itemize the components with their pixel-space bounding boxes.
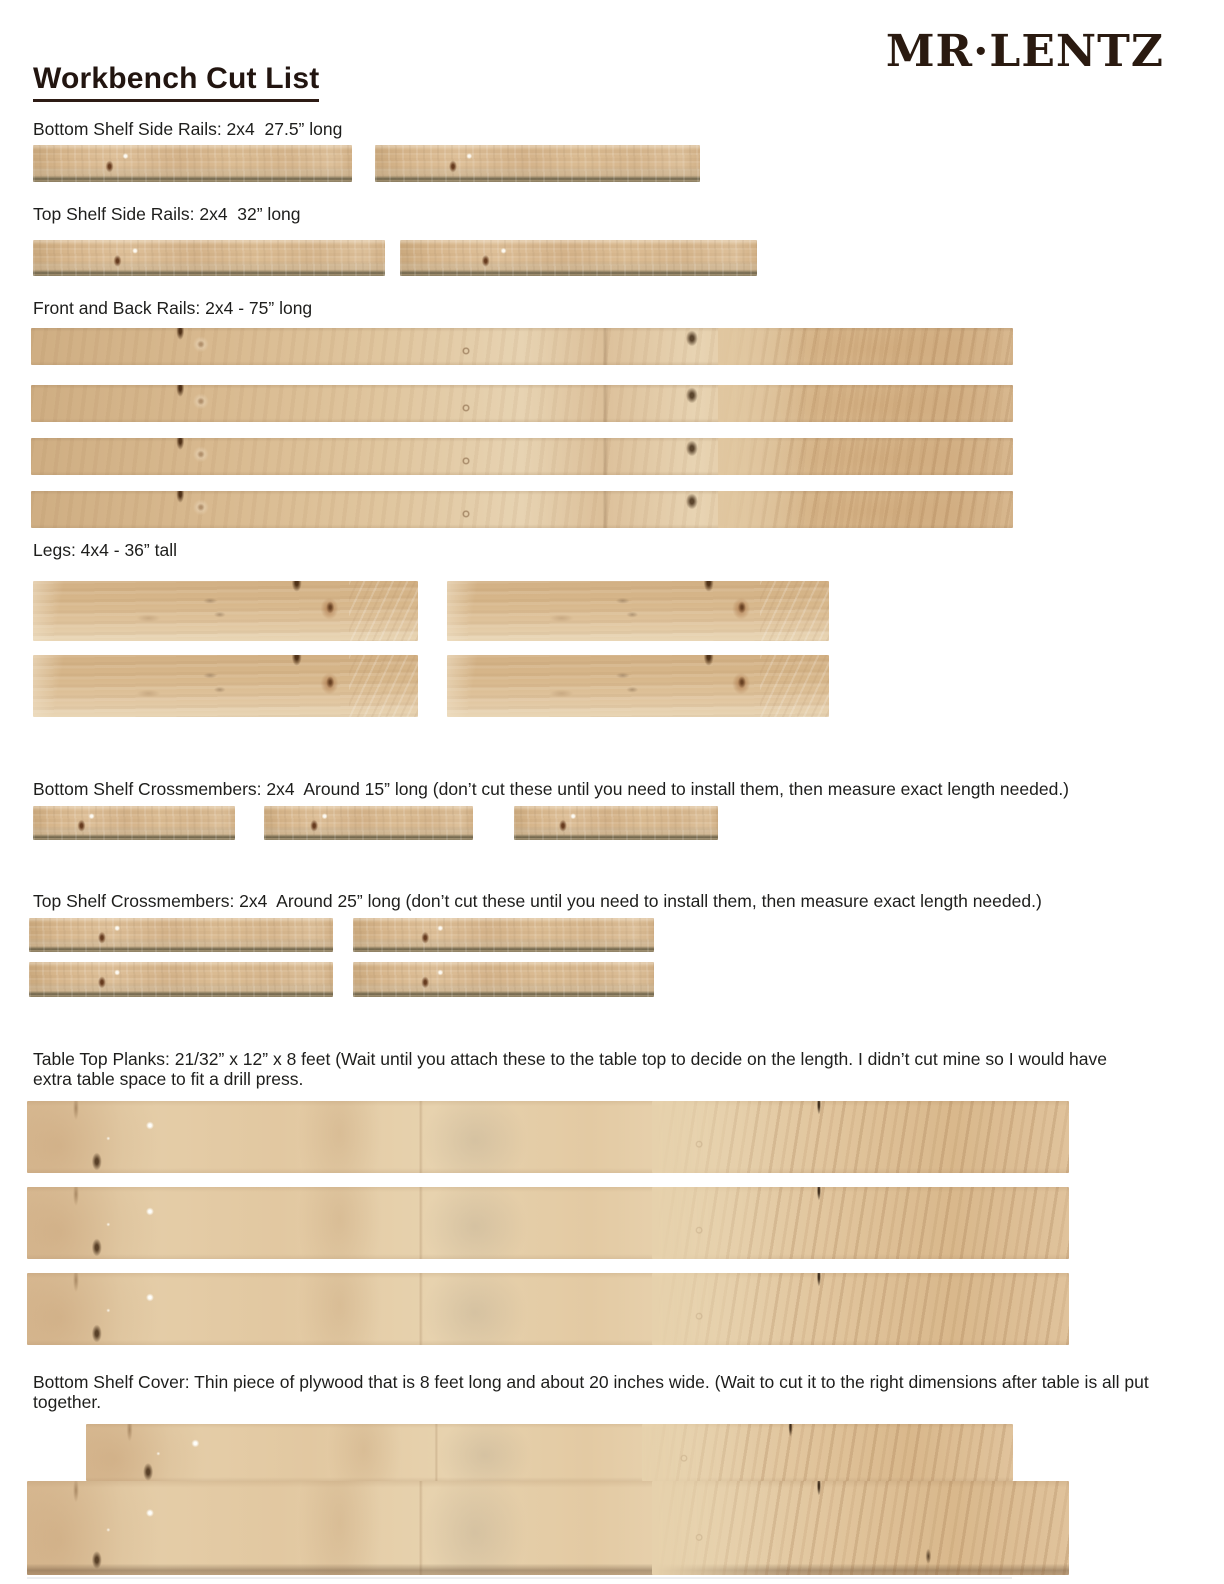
wood-plank	[31, 328, 1013, 365]
section-label: Bottom Shelf Side Rails: 2x4 27.5” long	[33, 119, 343, 139]
wood-plank	[29, 962, 333, 997]
wood-plank	[447, 655, 829, 717]
section-label: Legs: 4x4 - 36” tall	[33, 540, 177, 560]
wood-plank	[31, 385, 1013, 422]
section-label: Top Shelf Crossmembers: 2x4 Around 25” long (don’t cut these until you need to install them, then measure exact length needed.)	[33, 891, 1042, 911]
wood-plywood-sheet-top	[86, 1424, 1013, 1481]
wood-plank	[33, 806, 235, 840]
section-label: Table Top Planks: 21/32” x 12” x 8 feet (Wait until you attach these to the table top to decide on the length. I didn’t cut mine so I would have extra table space to fit a drill press.	[33, 1049, 1112, 1089]
wood-plank	[264, 806, 473, 840]
section-label: Front and Back Rails: 2x4 - 75” long	[33, 298, 313, 318]
wood-plank	[400, 240, 757, 276]
page-edge-line	[27, 1577, 1012, 1579]
brand-logo: MR·LENTZ	[885, 26, 1164, 77]
wood-plank	[33, 655, 418, 717]
wood-plank	[353, 962, 654, 997]
wood-plank	[31, 491, 1013, 528]
section-label: Bottom Shelf Crossmembers: 2x4 Around 15” long (don’t cut these until you need to install them, then measure exact length needed.)	[33, 779, 1070, 799]
wood-plank	[447, 581, 829, 641]
section-label: Top Shelf Side Rails: 2x4 32” long	[33, 204, 301, 224]
wood-plank	[27, 1273, 1069, 1345]
wood-plank	[33, 145, 352, 182]
wood-plank	[514, 806, 718, 840]
wood-plank	[27, 1187, 1069, 1259]
wood-plank	[353, 918, 654, 952]
wood-plank	[29, 918, 333, 952]
page-title: Workbench Cut List	[33, 62, 319, 102]
wood-plank	[27, 1101, 1069, 1173]
wood-plank	[33, 240, 385, 276]
wood-plank	[33, 581, 418, 641]
section-label: Bottom Shelf Cover: Thin piece of plywood that is 8 feet long and about 20 inches wide. (Wait to cut it to the right dimensions after table is all put together.	[33, 1372, 1154, 1412]
wood-plank	[375, 145, 700, 182]
wood-plank	[31, 438, 1013, 475]
wood-plywood-sheet-bottom	[27, 1481, 1069, 1575]
